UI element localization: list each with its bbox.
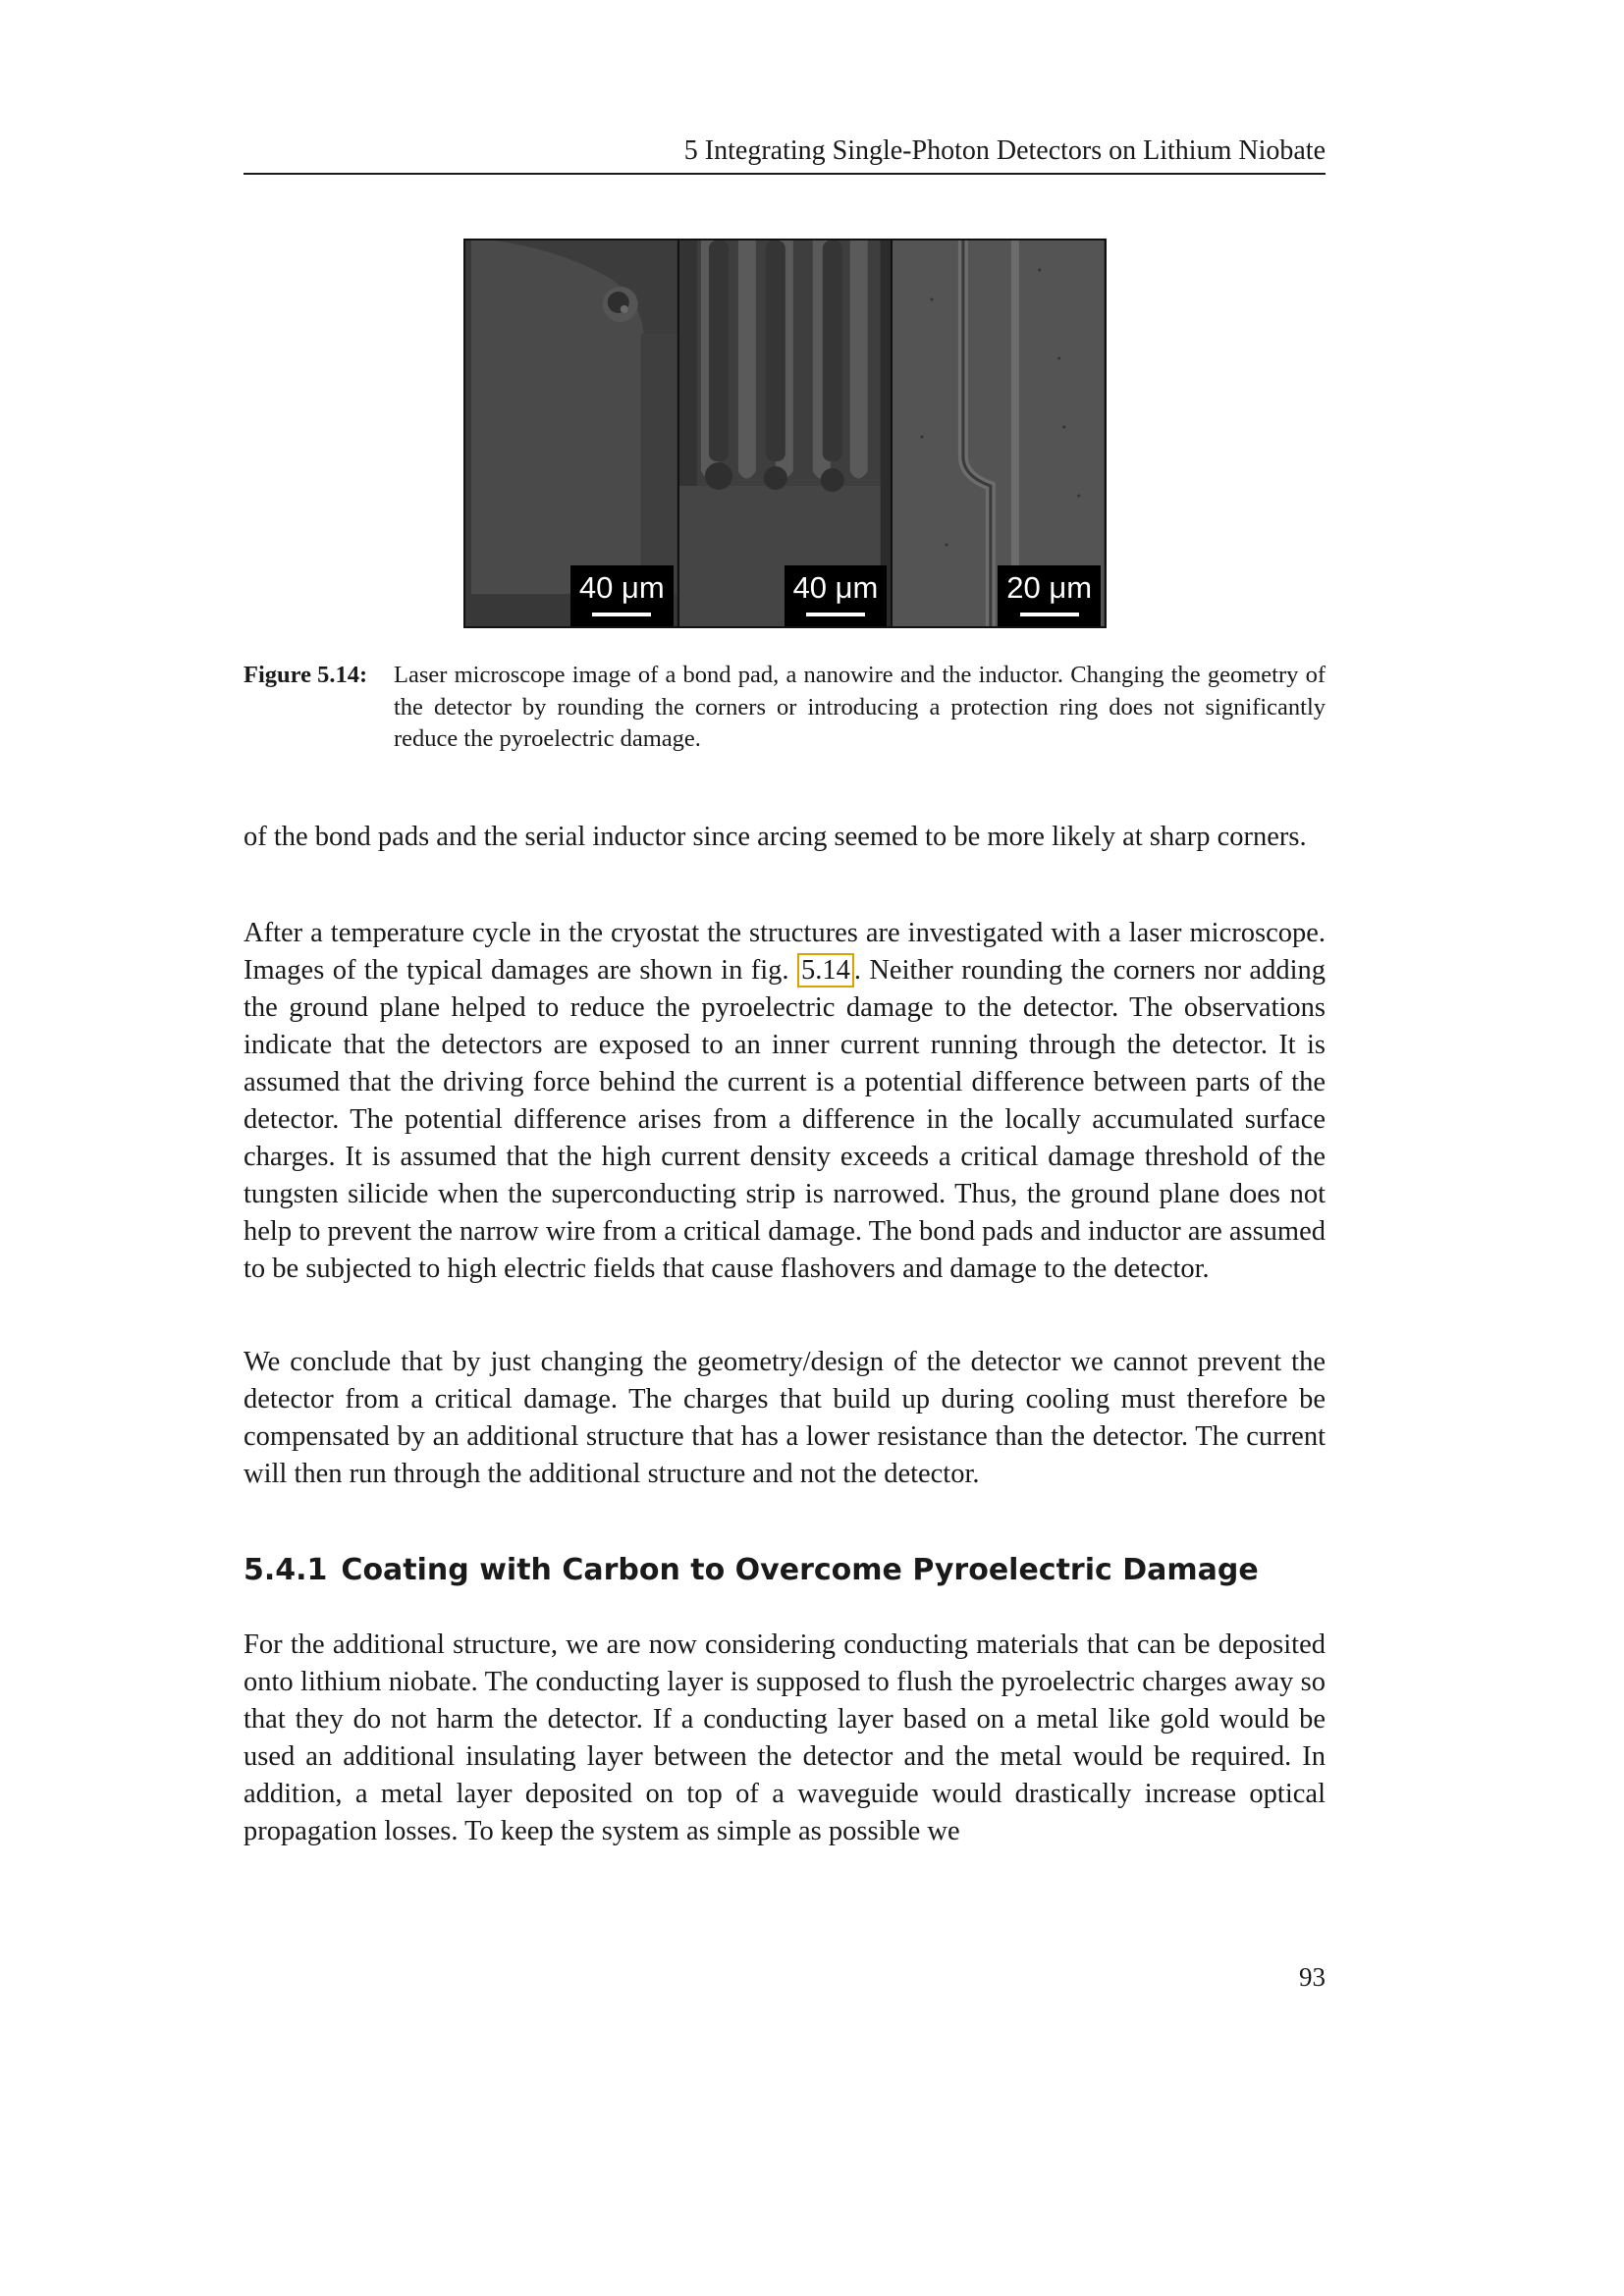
page-number: 93 xyxy=(1299,1962,1326,1992)
scale-bar-line xyxy=(806,613,865,616)
figure-reference-link[interactable]: 5.14 xyxy=(797,953,854,988)
scale-bar-label: 40 μm xyxy=(792,570,879,605)
figure-panel-bond-pad xyxy=(465,240,677,626)
scale-bar xyxy=(785,565,888,626)
scale-bar-line xyxy=(1020,613,1079,616)
scale-bar xyxy=(998,565,1101,626)
paragraph-2 xyxy=(244,915,1326,1288)
scale-bar xyxy=(570,565,674,626)
scale-bar-label: 40 μm xyxy=(578,570,665,605)
scale-bar-line xyxy=(592,613,651,616)
paragraph-3: We conclude that by just changing the geometry/design of the detector we cannot prevent the detector from a critical damage. The charges that build up during cooling must therefore be compensated by an additional structure that has a lower resistance than the detector. The current will then run through the additional structure and not the detector. xyxy=(244,1347,1326,1489)
scale-bar-label: 20 μm xyxy=(1006,570,1093,605)
paragraph-1: of the bond pads and the serial inductor since arcing seemed to be more likely at sharp corners. xyxy=(244,822,1307,852)
chapter-title: 5 Integrating Single-Photon Detectors on Lithium Niobate xyxy=(683,135,1326,166)
figure-caption xyxy=(244,660,1326,756)
paragraph-2-end: . Neither rounding the corners nor adding the ground plane helped to reduce the pyroelectric damage to the detector. The observations indicate that the detectors are exposed to an inner current running through the detector. It is assumed that the driving force behind the current is a potential difference between parts of the detector. The potential difference arises from a difference in the locally accumulated surface charges. It is assumed that the high current density exceeds a critical damage threshold of the tungsten silicide when the superconducting strip is narrowed. Thus, the ground plane does not help to prevent the narrow wire from a critical damage. The bond pads and inductor are assumed to be subjected to high electric fields that cause flashovers and damage to the detector. xyxy=(244,955,1326,1284)
section-title: Coating with Carbon to Overcome Pyroelectric Damage xyxy=(341,1553,1259,1587)
section-heading xyxy=(244,1551,1259,1590)
section-number: 5.4.1 xyxy=(244,1553,328,1587)
paragraph-4: For the additional structure, we are now considering conducting materials that can be deposited onto lithium niobate. The conducting layer is supposed to flush the pyroelectric charges away so that they do not harm the detector. If a conducting layer based on a metal like gold would be used an additional insulating layer between the detector and the metal would be required. In addition, a metal layer deposited on top of a waveguide would drastically increase optical propagation losses. To keep the system as simple as possible we xyxy=(244,1629,1326,1846)
paragraph-2-start: After a temperature cycle in the cryostat the structures are investigated with a laser microscope. Images of the typical damages are shown in fig. xyxy=(244,918,1326,986)
figure-5-14 xyxy=(463,239,1107,628)
caption-label: Figure 5.14: xyxy=(244,662,368,688)
running-header xyxy=(244,132,1326,175)
caption-text: Laser microscope image of a bond pad, a nanowire and the inductor. Changing the geometry of the detector by rounding the corners or introducing a protection ring does not significantly reduce the pyroelectric damage. xyxy=(394,662,1326,752)
figure-panel-nanowire xyxy=(679,240,892,626)
figure-panel-inductor xyxy=(893,240,1105,626)
